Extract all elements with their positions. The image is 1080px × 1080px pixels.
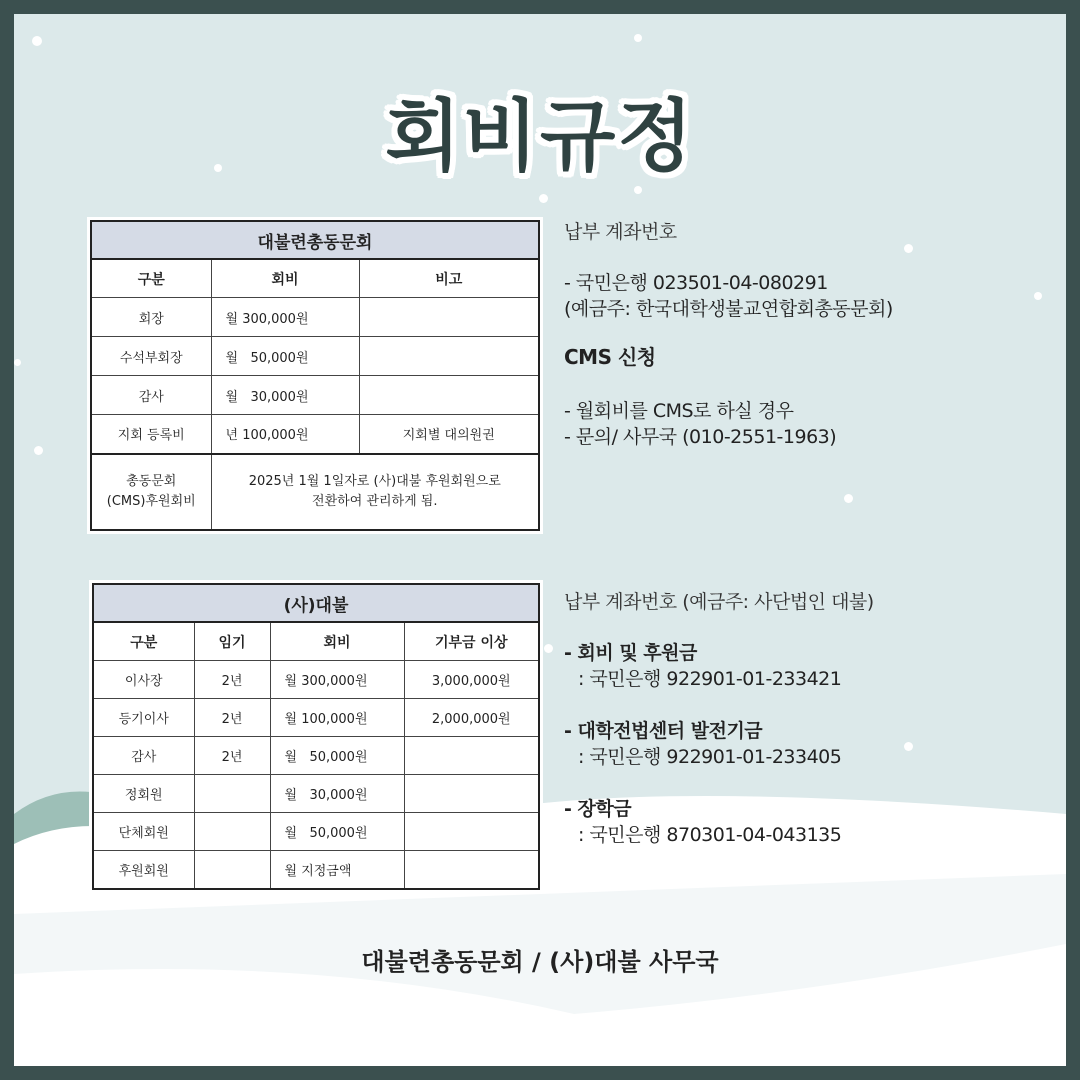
table-row (91, 454, 539, 530)
table-row (93, 737, 539, 775)
alumni-payment-info (564, 217, 1054, 450)
cms-instruction: - 월회비를 CMS로 하실 경우 (564, 400, 794, 422)
term-cell: 2년 (194, 737, 270, 775)
fund-title: - 회비 및 후원금 (564, 642, 697, 664)
table-row (91, 415, 539, 454)
note-cell (211, 454, 539, 530)
role-cell: 지회 등록비 (91, 415, 211, 454)
term-cell (194, 813, 270, 851)
snowflake (32, 36, 42, 46)
role-cell: 감사 (93, 737, 194, 775)
table-row (93, 813, 539, 851)
account-heading: 납부 계좌번호 (564, 221, 677, 243)
fee-cell: 월 지정금액 (270, 851, 404, 889)
fee-cell: 월 50,000원 (270, 737, 404, 775)
note-line: 2025년 1월 1일자로 (사)대불 후원회원으로 (248, 473, 501, 489)
fee-cell: 월 300,000원 (270, 661, 404, 699)
note-cell: 지회별 대의원권 (359, 415, 539, 454)
table-row (91, 298, 539, 337)
term-cell (194, 851, 270, 889)
donation-cell (404, 813, 539, 851)
cms-title: CMS 신청 (564, 345, 656, 369)
account-heading: 납부 계좌번호 (예금주: 사단법인 대불) (564, 591, 874, 613)
fund-title: - 대학전법센터 발전기금 (564, 720, 763, 742)
snowflake (14, 359, 21, 366)
fund-account: : 국민은행 870301-04-043135 (578, 824, 842, 846)
cms-contact: - 문의/ 사무국 (010-2551-1963) (564, 426, 837, 448)
account-number: - 국민은행 023501-04-080291 (564, 272, 828, 294)
table-caption: (사)대불 (93, 584, 539, 622)
snowflake (634, 186, 642, 194)
role-cell: 감사 (91, 376, 211, 415)
page-title: 회비규정 (385, 92, 695, 182)
fee-cell: 월 50,000원 (270, 813, 404, 851)
table-row (91, 376, 539, 415)
column-header: 비고 (359, 259, 539, 298)
column-header: 회비 (211, 259, 359, 298)
fee-cell: 월 100,000원 (270, 699, 404, 737)
term-cell: 2년 (194, 699, 270, 737)
fee-cell: 년 100,000원 (211, 415, 359, 454)
term-cell: 2년 (194, 661, 270, 699)
role-cell: 단체회원 (93, 813, 194, 851)
footer-office: 대불련총동문회 / (사)대불 사무국 (361, 948, 719, 976)
fund-account: : 국민은행 922901-01-233405 (578, 746, 842, 768)
note-cell (359, 337, 539, 376)
account-holder: (예금주: 한국대학생불교연합회총동문회) (564, 298, 893, 320)
role-cell: 수석부회장 (91, 337, 211, 376)
snowflake (539, 194, 548, 203)
term-cell (194, 775, 270, 813)
snowflake (544, 644, 553, 653)
table-row (93, 661, 539, 699)
role-line: 총동문회 (126, 473, 177, 489)
table-row (91, 337, 539, 376)
role-cell: 등기이사 (93, 699, 194, 737)
donation-cell: 3,000,000원 (404, 661, 539, 699)
donation-cell (404, 851, 539, 889)
fee-cell: 월 30,000원 (211, 376, 359, 415)
table-caption: 대불련총동문회 (91, 221, 539, 259)
association-fee-table (89, 580, 543, 893)
fee-cell: 월 30,000원 (270, 775, 404, 813)
table-row (93, 851, 539, 889)
role-cell: 후원회원 (93, 851, 194, 889)
note-line: 전환하여 관리하게 됨. (312, 493, 438, 509)
association-payment-info (564, 587, 1054, 848)
role-cell: 회장 (91, 298, 211, 337)
donation-cell (404, 775, 539, 813)
note-cell (359, 298, 539, 337)
snowflake (634, 34, 642, 42)
role-cell (91, 454, 211, 530)
column-header: 회비 (270, 622, 404, 661)
role-line: (CMS)후원회비 (106, 493, 196, 509)
fund-account: : 국민은행 922901-01-233421 (578, 668, 842, 690)
snowflake (34, 446, 43, 455)
note-cell (359, 376, 539, 415)
alumni-fee-table (87, 217, 543, 534)
fee-cell: 월 50,000원 (211, 337, 359, 376)
column-header: 구분 (91, 259, 211, 298)
column-header: 구분 (93, 622, 194, 661)
column-header: 기부금 이상 (404, 622, 539, 661)
donation-cell (404, 737, 539, 775)
fee-cell: 월 300,000원 (211, 298, 359, 337)
role-cell: 정회원 (93, 775, 194, 813)
table-row (93, 699, 539, 737)
role-cell: 이사장 (93, 661, 194, 699)
snowflake (844, 494, 853, 503)
fund-title: - 장학금 (564, 798, 632, 820)
table-row (93, 775, 539, 813)
poster-frame (14, 14, 1066, 1066)
donation-cell: 2,000,000원 (404, 699, 539, 737)
column-header: 임기 (194, 622, 270, 661)
